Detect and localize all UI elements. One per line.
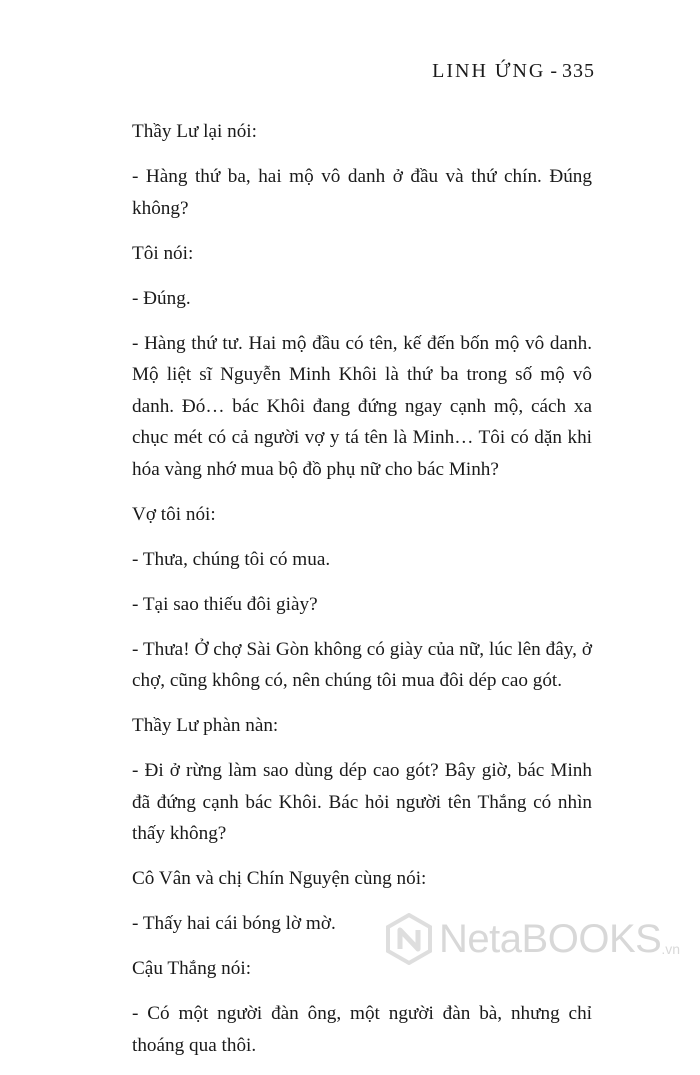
paragraph: - Đi ở rừng làm sao dùng dép cao gót? Bây giờ, bác Minh đã đứng cạnh bác Khôi. Bác hỏi người tên Thắng có nhìn thấy không? (132, 760, 592, 844)
paragraph: Vợ tôi nói: (132, 503, 216, 525)
watermark-text: NetaBOOKS (439, 916, 662, 961)
netabooks-logo-icon (385, 913, 433, 965)
page-number: 335 (562, 60, 595, 82)
paragraph: - Thấy hai cái bóng lờ mờ. (132, 913, 336, 934)
watermark-domain-suffix: .vn (661, 941, 680, 957)
paragraph: - Đúng. (132, 287, 191, 309)
paragraph: Tôi nói: (132, 242, 194, 264)
paragraph: - Thưa, chúng tôi có mua. (132, 548, 331, 570)
paragraph: Cô Vân và chị Chín Nguyện cùng nói: (132, 868, 427, 889)
running-header (432, 60, 595, 83)
paragraph: - Có một người đàn ông, một người đàn bà, nhưng chỉ thoáng qua thôi. (132, 1003, 592, 1056)
paragraph: - Thưa! Ở chợ Sài Gòn không có giày của nữ, lúc lên đây, ở chợ, cũng không có, nên chúng tôi mua đôi dép cao gót. (132, 638, 592, 691)
chapter-title: LINH ỨNG (432, 60, 546, 82)
header-separator: - (545, 60, 562, 82)
paragraph: - Hàng thứ ba, hai mộ vô danh ở đầu và thứ chín. Đúng không? (132, 166, 592, 219)
paragraph: Thầy Lư lại nói: (132, 121, 257, 142)
netabooks-watermark (385, 913, 680, 965)
paragraph: - Hàng thứ tư. Hai mộ đầu có tên, kế đến bốn mộ vô danh. Mộ liệt sĩ Nguyễn Minh Khôi là thứ ba trong số mộ vô danh. Đó… bác Khôi đang đứng ngay cạnh mộ, cách xa chục mét có cả người vợ y tá tên là Minh… Tôi có dặn khi hóa vàng nhớ mua bộ đồ phụ nữ cho bác Minh? (132, 332, 592, 480)
paragraph: Cậu Thắng nói: (132, 958, 252, 979)
paragraph: - Tại sao thiếu đôi giày? (132, 593, 318, 615)
paragraph: Thầy Lư phàn nàn: (132, 715, 279, 736)
